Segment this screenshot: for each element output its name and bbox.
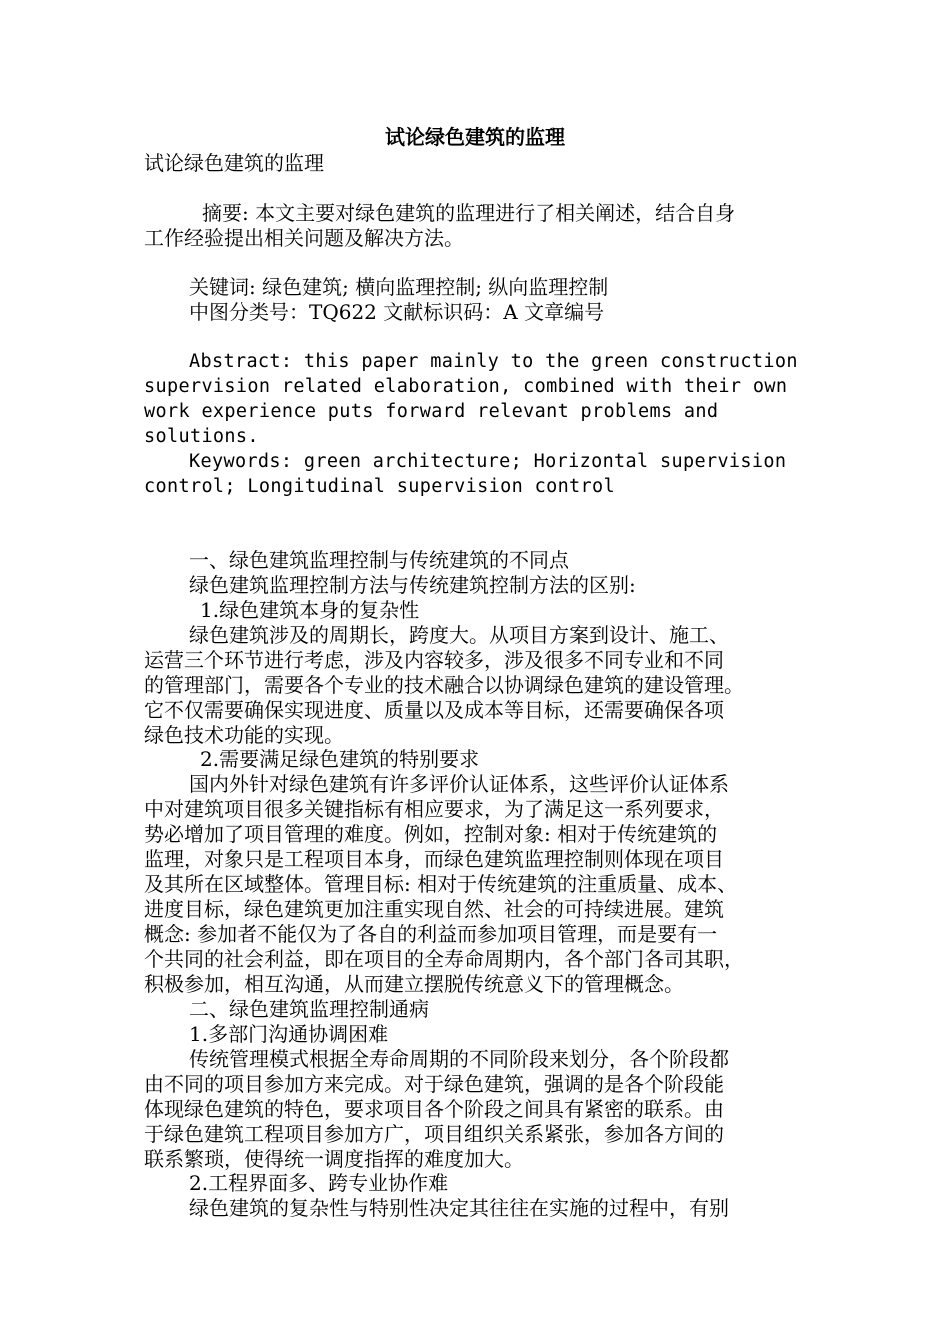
- paragraph-line: 的管理部门，需要各个专业的技术融合以协调绿色建筑的建设管理。: [144, 673, 744, 697]
- section1-heading: 一、绿色建筑监理控制与传统建筑的不同点: [189, 548, 569, 572]
- section1-intro: 绿色建筑监理控制方法与传统建筑控制方法的区别:: [189, 573, 636, 597]
- abstract-cn-line-1: 摘要: 本文主要对绿色建筑的监理进行了相关阐述，结合自身: [202, 201, 736, 225]
- s1-item1-heading: 1.绿色建筑本身的复杂性: [200, 598, 420, 622]
- section2-heading: 二、绿色建筑监理控制通病: [189, 997, 429, 1021]
- paragraph-line: 于绿色建筑工程项目参加方广，项目组织关系紧张，参加各方间的: [144, 1122, 724, 1146]
- s1-item2-heading: 2.需要满足绿色建筑的特别要求: [200, 747, 480, 771]
- abstract-en-line-4: solutions.: [144, 426, 259, 447]
- paragraph-line: 绿色建筑涉及的周期长，跨度大。从项目方案到设计、施工、: [189, 623, 729, 647]
- paragraph-line: 绿色技术功能的实现。: [144, 723, 344, 747]
- paragraph-line: 及其所在区域整体。管理目标: 相对于传统建筑的注重质量、成本、: [144, 872, 738, 896]
- s2-item1-heading: 1.多部门沟通协调困难: [189, 1022, 389, 1046]
- paragraph-line: 绿色建筑的复杂性与特别性决定其往往在实施的过程中，有别: [189, 1196, 729, 1220]
- paragraph-line: 运营三个环节进行考虑，涉及内容较多，涉及很多不同专业和不同: [144, 648, 724, 672]
- classification-line: 中图分类号：TQ622 文献标识码：A 文章编号: [189, 300, 605, 324]
- abstract-en-line-3: work experience puts forward relevant problems and: [144, 401, 719, 422]
- abstract-en-line-1: Abstract: this paper mainly to the green construction: [189, 351, 798, 372]
- paragraph-line: 体现绿色建筑的特色，要求项目各个阶段之间具有紧密的联系。由: [144, 1097, 724, 1121]
- paragraph-line: 个共同的社会利益，即在项目的全寿命周期内，各个部门各司其职，: [144, 947, 744, 971]
- keywords-en-line-1: Keywords: green architecture; Horizontal supervision: [189, 451, 787, 472]
- keywords-en-line-2: control; Longitudinal supervision control: [144, 476, 616, 497]
- document-title: 试论绿色建筑的监理: [385, 125, 565, 149]
- paragraph-line: 它不仅需要确保实现进度、质量以及成本等目标，还需要确保各项: [144, 698, 724, 722]
- paragraph-line: 传统管理模式根据全寿命周期的不同阶段来划分，各个阶段都: [189, 1047, 729, 1071]
- abstract-en-line-2: supervision related elaboration, combined with their own: [144, 376, 788, 397]
- paragraph-line: 进度目标，绿色建筑更加注重实现自然、社会的可持续进展。建筑: [144, 897, 724, 921]
- paragraph-line: 中对建筑项目很多关键指标有相应要求，为了满足这一系列要求，: [144, 797, 724, 821]
- paragraph-line: 概念: 参加者不能仅为了各自的利益而参加项目管理，而是要有一: [144, 922, 718, 946]
- paragraph-line: 联系繁琐，使得统一调度指挥的难度加大。: [144, 1147, 524, 1171]
- paragraph-line: 势必增加了项目管理的难度。例如，控制对象: 相对于传统建筑的: [144, 822, 718, 846]
- s2-item2-heading: 2.工程界面多、跨专业协作难: [189, 1171, 449, 1195]
- document-subtitle: 试论绿色建筑的监理: [144, 151, 324, 175]
- paragraph-line: 由不同的项目参加方来完成。对于绿色建筑，强调的是各个阶段能: [144, 1072, 724, 1096]
- paragraph-line: 国内外针对绿色建筑有许多评价认证体系，这些评价认证体系: [189, 772, 729, 796]
- abstract-cn-line-2: 工作经验提出相关问题及解决方法。: [144, 226, 464, 250]
- paragraph-line: 积极参加，相互沟通，从而建立摆脱传统意义下的管理概念。: [144, 972, 684, 996]
- paragraph-line: 监理，对象只是工程项目本身，而绿色建筑监理控制则体现在项目: [144, 847, 724, 871]
- keywords-cn: 关键词: 绿色建筑; 横向监理控制; 纵向监理控制: [189, 275, 609, 299]
